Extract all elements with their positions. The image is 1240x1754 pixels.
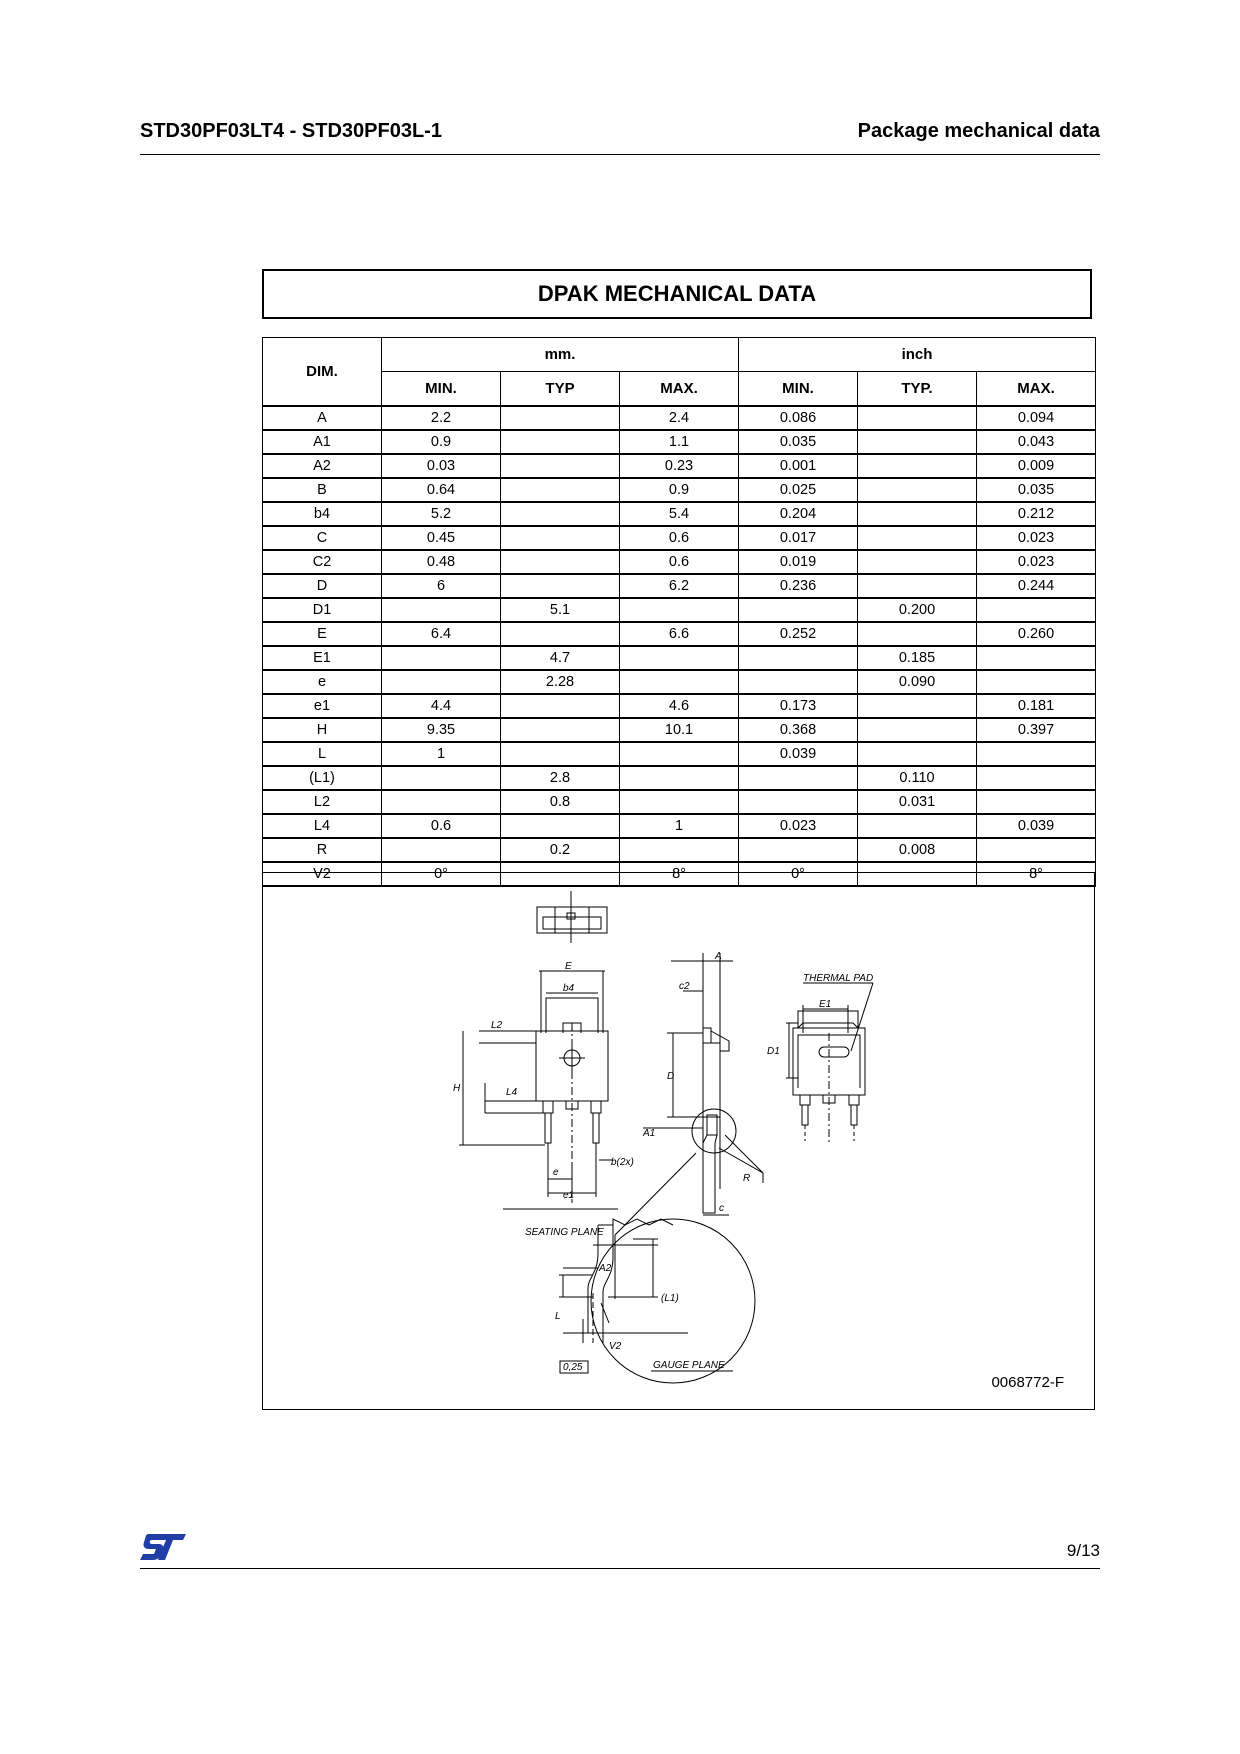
table-row (263, 574, 1096, 598)
value-cell: 0.260 (977, 622, 1096, 646)
dim-cell: e1 (263, 694, 382, 718)
dim-cell: R (263, 838, 382, 862)
value-cell: 4.4 (382, 694, 501, 718)
value-cell (620, 598, 739, 622)
value-cell: 1 (620, 814, 739, 838)
value-cell (739, 766, 858, 790)
value-cell: 0.094 (977, 406, 1096, 430)
value-cell (620, 742, 739, 766)
dim-cell: C2 (263, 550, 382, 574)
value-cell: 1.1 (620, 430, 739, 454)
value-cell: 6 (382, 574, 501, 598)
label-E1: E1 (819, 999, 832, 1010)
value-cell (501, 406, 620, 430)
value-cell: 0.035 (977, 478, 1096, 502)
dim-cell: A1 (263, 430, 382, 454)
col-inch-typ: TYP. (858, 372, 977, 407)
col-inch-min: MIN. (739, 372, 858, 407)
value-cell (501, 574, 620, 598)
label-D: D (667, 1071, 675, 1082)
table-row (263, 454, 1096, 478)
value-cell: 0.9 (382, 430, 501, 454)
dim-cell: D1 (263, 598, 382, 622)
dim-cell: (L1) (263, 766, 382, 790)
value-cell: 0.017 (739, 526, 858, 550)
value-cell: 10.1 (620, 718, 739, 742)
value-cell (858, 574, 977, 598)
value-cell (382, 838, 501, 862)
dim-cell: b4 (263, 502, 382, 526)
value-cell (858, 502, 977, 526)
dim-cell: L4 (263, 814, 382, 838)
value-cell (977, 766, 1096, 790)
dim-cell: C (263, 526, 382, 550)
value-cell (501, 430, 620, 454)
dim-cell: V2 (263, 862, 382, 886)
label-seating-plane: SEATING PLANE (525, 1227, 604, 1238)
value-cell: 9.35 (382, 718, 501, 742)
value-cell (382, 598, 501, 622)
value-cell: 0° (382, 862, 501, 886)
table-row (263, 694, 1096, 718)
value-cell (977, 838, 1096, 862)
value-cell: 5.4 (620, 502, 739, 526)
value-cell: 0.212 (977, 502, 1096, 526)
label-A: A (715, 951, 722, 962)
table-row (263, 670, 1096, 694)
table-body (263, 406, 1096, 886)
value-cell: 1 (382, 742, 501, 766)
value-cell: 0.039 (977, 814, 1096, 838)
label-b2x: b(2x) (611, 1157, 634, 1168)
page-number: 9/13 (1066, 1541, 1100, 1560)
value-cell (501, 478, 620, 502)
value-cell: 0.031 (858, 790, 977, 814)
table-row (263, 478, 1096, 502)
value-cell: 0.244 (977, 574, 1096, 598)
value-cell (382, 670, 501, 694)
label-L2: L2 (491, 1020, 503, 1031)
value-cell: 0.009 (977, 454, 1096, 478)
value-cell (858, 478, 977, 502)
label-E: E (565, 961, 572, 972)
value-cell (620, 838, 739, 862)
section-title: Package mechanical data (857, 120, 1100, 142)
value-cell (382, 790, 501, 814)
value-cell: 0.64 (382, 478, 501, 502)
label-b4: b4 (563, 983, 575, 994)
value-cell (739, 598, 858, 622)
value-cell: 2.8 (501, 766, 620, 790)
dim-cell: E1 (263, 646, 382, 670)
drawing-code: 0068772-F (991, 1374, 1064, 1391)
value-cell (858, 454, 977, 478)
value-cell: 0° (739, 862, 858, 886)
value-cell (382, 646, 501, 670)
value-cell (501, 622, 620, 646)
label-c2: c2 (679, 981, 690, 992)
value-cell (858, 718, 977, 742)
mechanical-data-table (262, 337, 1096, 887)
value-cell: 0.48 (382, 550, 501, 574)
value-cell (977, 646, 1096, 670)
value-cell: 0.001 (739, 454, 858, 478)
value-cell (501, 454, 620, 478)
value-cell (501, 718, 620, 742)
value-cell: 8° (977, 862, 1096, 886)
value-cell (620, 646, 739, 670)
table-row (263, 502, 1096, 526)
value-cell (620, 790, 739, 814)
value-cell: 0.039 (739, 742, 858, 766)
value-cell: 0.035 (739, 430, 858, 454)
value-cell (501, 694, 620, 718)
value-cell (501, 526, 620, 550)
value-cell: 2.4 (620, 406, 739, 430)
label-c: c (719, 1203, 724, 1214)
table-row (263, 598, 1096, 622)
value-cell (977, 670, 1096, 694)
value-cell (382, 766, 501, 790)
dim-cell: D (263, 574, 382, 598)
label-e1: e1 (563, 1190, 575, 1201)
value-cell (739, 670, 858, 694)
package-drawing (262, 872, 1095, 1410)
label-L1: (L1) (661, 1293, 679, 1304)
value-cell (739, 838, 858, 862)
table-row (263, 838, 1096, 862)
value-cell (858, 526, 977, 550)
inch-group-header: inch (739, 338, 1096, 372)
mm-group-header: mm. (382, 338, 739, 372)
value-cell: 0.236 (739, 574, 858, 598)
dim-cell: L (263, 742, 382, 766)
value-cell: 0.03 (382, 454, 501, 478)
col-inch-max: MAX. (977, 372, 1096, 407)
table-row (263, 406, 1096, 430)
table-row (263, 814, 1096, 838)
value-cell (858, 430, 977, 454)
dim-header: DIM. (263, 338, 382, 407)
table-title: DPAK MECHANICAL DATA (262, 269, 1092, 319)
label-L4: L4 (506, 1087, 518, 1098)
label-V2: V2 (609, 1341, 622, 1352)
label-gauge-plane: GAUGE PLANE (653, 1360, 725, 1371)
value-cell: 5.2 (382, 502, 501, 526)
dim-cell: B (263, 478, 382, 502)
value-cell (739, 790, 858, 814)
value-cell: 5.1 (501, 598, 620, 622)
label-L: L (555, 1311, 561, 1322)
value-cell: 0.6 (620, 526, 739, 550)
value-cell: 2.28 (501, 670, 620, 694)
dim-cell: E (263, 622, 382, 646)
dim-cell: L2 (263, 790, 382, 814)
value-cell (620, 766, 739, 790)
table-row (263, 790, 1096, 814)
dim-cell: A (263, 406, 382, 430)
value-cell: 0.008 (858, 838, 977, 862)
value-cell: 0.185 (858, 646, 977, 670)
label-A1: A1 (643, 1128, 656, 1139)
value-cell (977, 790, 1096, 814)
value-cell: 0.2 (501, 838, 620, 862)
value-cell: 0.252 (739, 622, 858, 646)
value-cell (620, 670, 739, 694)
dim-cell: e (263, 670, 382, 694)
value-cell: 6.6 (620, 622, 739, 646)
value-cell (858, 406, 977, 430)
value-cell: 0.090 (858, 670, 977, 694)
value-cell: 4.7 (501, 646, 620, 670)
value-cell: 0.200 (858, 598, 977, 622)
value-cell: 0.025 (739, 478, 858, 502)
value-cell: 0.6 (620, 550, 739, 574)
footer-rule (140, 1568, 1100, 1569)
value-cell (501, 814, 620, 838)
value-cell (501, 502, 620, 526)
value-cell: 0.019 (739, 550, 858, 574)
value-cell: 0.45 (382, 526, 501, 550)
document-part-number: STD30PF03LT4 - STD30PF03L-1 (140, 120, 442, 142)
value-cell: 0.023 (739, 814, 858, 838)
value-cell (858, 814, 977, 838)
table-row (263, 646, 1096, 670)
value-cell (858, 550, 977, 574)
value-cell: 0.23 (620, 454, 739, 478)
label-thermal-pad: THERMAL PAD (803, 973, 874, 984)
value-cell (858, 622, 977, 646)
dim-cell: A2 (263, 454, 382, 478)
value-cell: 0.8 (501, 790, 620, 814)
value-cell: 0.9 (620, 478, 739, 502)
value-cell: 6.4 (382, 622, 501, 646)
value-cell (977, 742, 1096, 766)
value-cell: 6.2 (620, 574, 739, 598)
value-cell: 4.6 (620, 694, 739, 718)
value-cell: 0.368 (739, 718, 858, 742)
st-logo (140, 1532, 188, 1567)
value-cell: 0.023 (977, 526, 1096, 550)
label-gauge-value: 0,25 (563, 1362, 583, 1373)
table-row (263, 718, 1096, 742)
value-cell: 2.2 (382, 406, 501, 430)
table-row (263, 430, 1096, 454)
label-A2: A2 (599, 1263, 612, 1274)
value-cell: 0.043 (977, 430, 1096, 454)
value-cell (739, 646, 858, 670)
label-e: e (553, 1167, 559, 1178)
col-mm-max: MAX. (620, 372, 739, 407)
label-D1: D1 (767, 1046, 780, 1057)
value-cell: 0.204 (739, 502, 858, 526)
value-cell: 0.397 (977, 718, 1096, 742)
table-row (263, 550, 1096, 574)
value-cell: 0.023 (977, 550, 1096, 574)
value-cell: 0.173 (739, 694, 858, 718)
table-row (263, 766, 1096, 790)
label-H: H (453, 1083, 461, 1094)
label-R: R (743, 1173, 751, 1184)
value-cell (858, 694, 977, 718)
col-mm-min: MIN. (382, 372, 501, 407)
dim-cell: H (263, 718, 382, 742)
value-cell: 0.6 (382, 814, 501, 838)
value-cell: 8° (620, 862, 739, 886)
col-mm-typ: TYP (501, 372, 620, 407)
value-cell (501, 550, 620, 574)
table-row (263, 622, 1096, 646)
table-row (263, 526, 1096, 550)
table-row (263, 742, 1096, 766)
dpak-outline-drawing (263, 873, 1096, 1411)
value-cell (977, 598, 1096, 622)
header-rule (140, 154, 1100, 155)
value-cell (858, 742, 977, 766)
value-cell: 0.086 (739, 406, 858, 430)
value-cell (501, 742, 620, 766)
value-cell: 0.110 (858, 766, 977, 790)
value-cell: 0.181 (977, 694, 1096, 718)
